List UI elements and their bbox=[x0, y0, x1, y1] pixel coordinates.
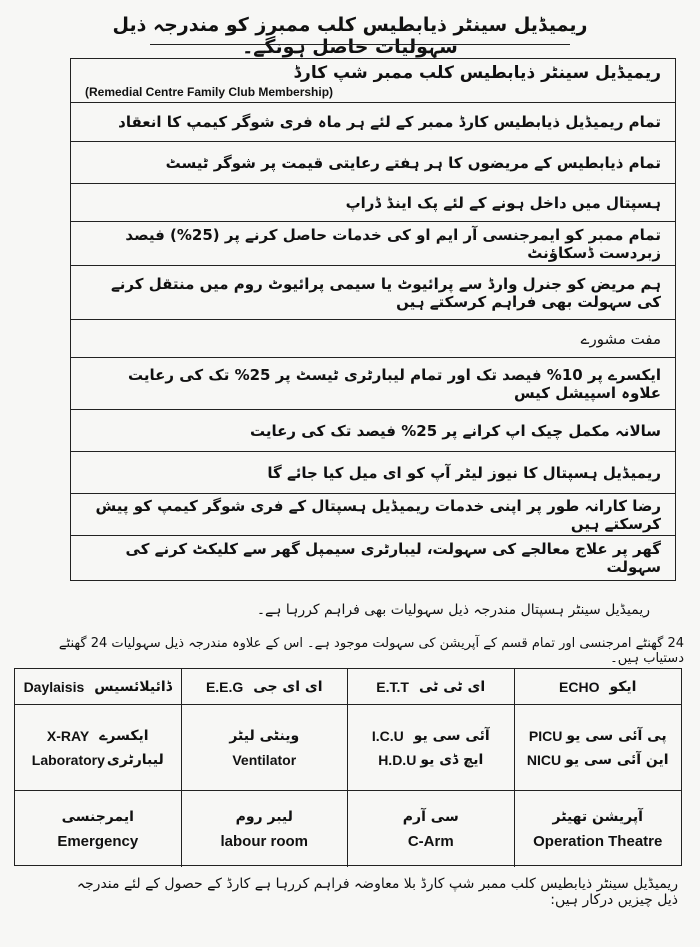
facilities-table bbox=[14, 668, 682, 866]
benefit-text: گھر پر علاج معالجے کی سہولت، لیبارٹری سیمپل گھر سے کلیکٹ کرنے کی سہولت bbox=[125, 540, 661, 576]
facility-cell-ventilator bbox=[182, 705, 349, 791]
facility-english: E.T.T bbox=[376, 678, 409, 695]
membership-requirements-line: ریمیڈیل سینٹر ذیابطیس کلب ممبر شپ کارڈ بلا معاوضہ فراہم کررہا ہے کارڈ کے حصول کے لئے مندرجہ ذیل چیزیں درکار ہیں: bbox=[76, 876, 678, 908]
facility-english: PICU bbox=[528, 727, 563, 744]
facility-urdu: ای ٹی ٹی bbox=[418, 678, 486, 695]
facility-english: ECHO bbox=[559, 678, 600, 695]
facility-urdu: ایچ ڈی یو bbox=[420, 751, 484, 768]
card-title-english: (Remedial Centre Family Club Membership) bbox=[85, 84, 334, 99]
facility-cell-eeg bbox=[182, 669, 349, 705]
facility-urdu: ایکو bbox=[609, 678, 637, 695]
facility-urdu: سی آرم bbox=[402, 808, 459, 825]
benefit-text: مفت مشورے bbox=[580, 329, 661, 348]
facility-urdu: آپریشن تھیٹر bbox=[552, 808, 643, 825]
facility-cell-c-arm bbox=[348, 791, 515, 867]
benefit-row bbox=[71, 410, 675, 452]
benefit-row bbox=[71, 222, 675, 266]
benefit-text: سالانہ مکمل چیک اپ کرانے پر 25% فیصد تک کی رعایت bbox=[250, 421, 661, 440]
facility-english: X-RAY bbox=[46, 727, 90, 744]
facility-urdu: آئی سی یو bbox=[413, 727, 490, 744]
facility-english: C-Arm bbox=[407, 832, 454, 850]
benefit-text: ہسپتال میں داخل ہونے کے لئے پک اینڈ ڈراپ bbox=[345, 193, 661, 212]
facility-urdu: ای ای جی bbox=[253, 678, 323, 695]
facility-cell-xray-lab bbox=[15, 705, 182, 791]
facility-urdu: پی آئی سی یو bbox=[566, 727, 667, 744]
facility-english: NICU bbox=[526, 751, 562, 768]
facilities-intro-line: 24 گھنٹے امرجنسی اور تمام قسم کے آپریشن کی سہولت موجود ہے۔ اس کے علاوہ مندرجہ ذیل سہولیات 24 گھنٹے دستیاب ہیں۔ bbox=[58, 636, 684, 666]
facility-urdu: ایکسرے bbox=[99, 727, 149, 744]
page-title: ریمیڈیل سینٹر ذیابطیس کلب ممبرز کو مندرجہ ذیل سہولیات حاصل ہونگے۔ bbox=[112, 14, 588, 58]
facility-cell-operation-theatre bbox=[515, 791, 682, 867]
facility-english: I.C.U bbox=[371, 727, 404, 744]
benefit-text: ہم مریض کو جنرل وارڈ سے پرائیوٹ یا سیمی پرائیوٹ روم میں منتقل کرنے کی سہولت بھی فراہم کرسکتے ہیں bbox=[111, 274, 661, 311]
facility-english: Emergency bbox=[57, 832, 139, 850]
facility-urdu: این آئی سی یو bbox=[565, 751, 669, 768]
facility-cell-icu-hdu bbox=[348, 705, 515, 791]
benefit-text: تمام ریمیڈیل ذیابطیس کارڈ ممبر کے لئے ہر ماہ فری شوگر کیمپ کا انعقاد bbox=[118, 113, 661, 131]
benefit-row bbox=[71, 358, 675, 410]
benefits-table bbox=[70, 58, 676, 581]
facility-english: Operation Theatre bbox=[533, 832, 663, 850]
title-underline bbox=[150, 44, 570, 45]
facility-cell-emergency bbox=[15, 791, 182, 867]
facility-english: Ventilator bbox=[232, 751, 297, 768]
benefit-row bbox=[71, 184, 675, 222]
hospital-facilities-line: ریمیڈیل سینٹر ہسپتال مندرجہ ذیل سہولیات بھی فراہم کررہا ہے۔ bbox=[256, 602, 650, 618]
benefit-row bbox=[71, 320, 675, 358]
facility-cell-dialysis bbox=[15, 669, 182, 705]
benefit-row bbox=[71, 266, 675, 320]
facility-english: Laboratory bbox=[31, 751, 105, 768]
facility-english: Daylaisis bbox=[23, 678, 85, 695]
card-header-row bbox=[71, 59, 675, 103]
benefit-text: رضا کارانہ طور پر اپنی خدمات ریمیڈیل ہسپتال کے فری شوگر کیمپ کو پیش کرسکتے ہیں bbox=[95, 496, 661, 533]
facility-urdu: ڈائیلائسیس bbox=[94, 678, 172, 695]
benefit-row bbox=[71, 536, 675, 580]
facility-english: H.D.U bbox=[378, 751, 417, 768]
facility-cell-labour-room bbox=[182, 791, 349, 867]
card-title-urdu: ریمیڈیل سینٹر ذیابطیس کلب ممبر شپ کارڈ bbox=[293, 62, 661, 83]
benefit-text: ریمیڈیل ہسپتال کا نیوز لیٹر آپ کو ای میل کیا جائے گا bbox=[267, 463, 661, 482]
benefit-row bbox=[71, 103, 675, 142]
facility-urdu: لیبارٹری bbox=[106, 751, 164, 768]
facility-cell-echo bbox=[515, 669, 682, 705]
benefit-text: ایکسرے پر 10% فیصد تک اور تمام لیبارٹری ٹیسٹ پر 25% تک کی رعایت علاوہ اسپیشل کیس bbox=[128, 365, 661, 402]
benefit-text: تمام ممبر کو ایمرجنسی آر ایم او کی خدمات حاصل کرنے پر (25%) فیصد زبردست ڈسکاؤنٹ bbox=[125, 225, 661, 262]
facility-urdu: وینٹی لیٹر bbox=[229, 727, 300, 744]
facility-cell-ett bbox=[348, 669, 515, 705]
benefit-row bbox=[71, 452, 675, 494]
benefit-text: تمام ذیابطیس کے مریضوں کا ہر ہفتے رعایتی قیمت پر شوگر ٹیسٹ bbox=[165, 153, 661, 172]
facility-english: labour room bbox=[220, 832, 308, 850]
facility-cell-picu-nicu bbox=[515, 705, 682, 791]
facility-urdu: ایمرجنسی bbox=[61, 808, 134, 825]
benefit-row bbox=[71, 494, 675, 536]
facility-english: E.E.G bbox=[205, 678, 244, 695]
facility-urdu: لیبر روم bbox=[235, 808, 293, 825]
benefit-row bbox=[71, 142, 675, 184]
